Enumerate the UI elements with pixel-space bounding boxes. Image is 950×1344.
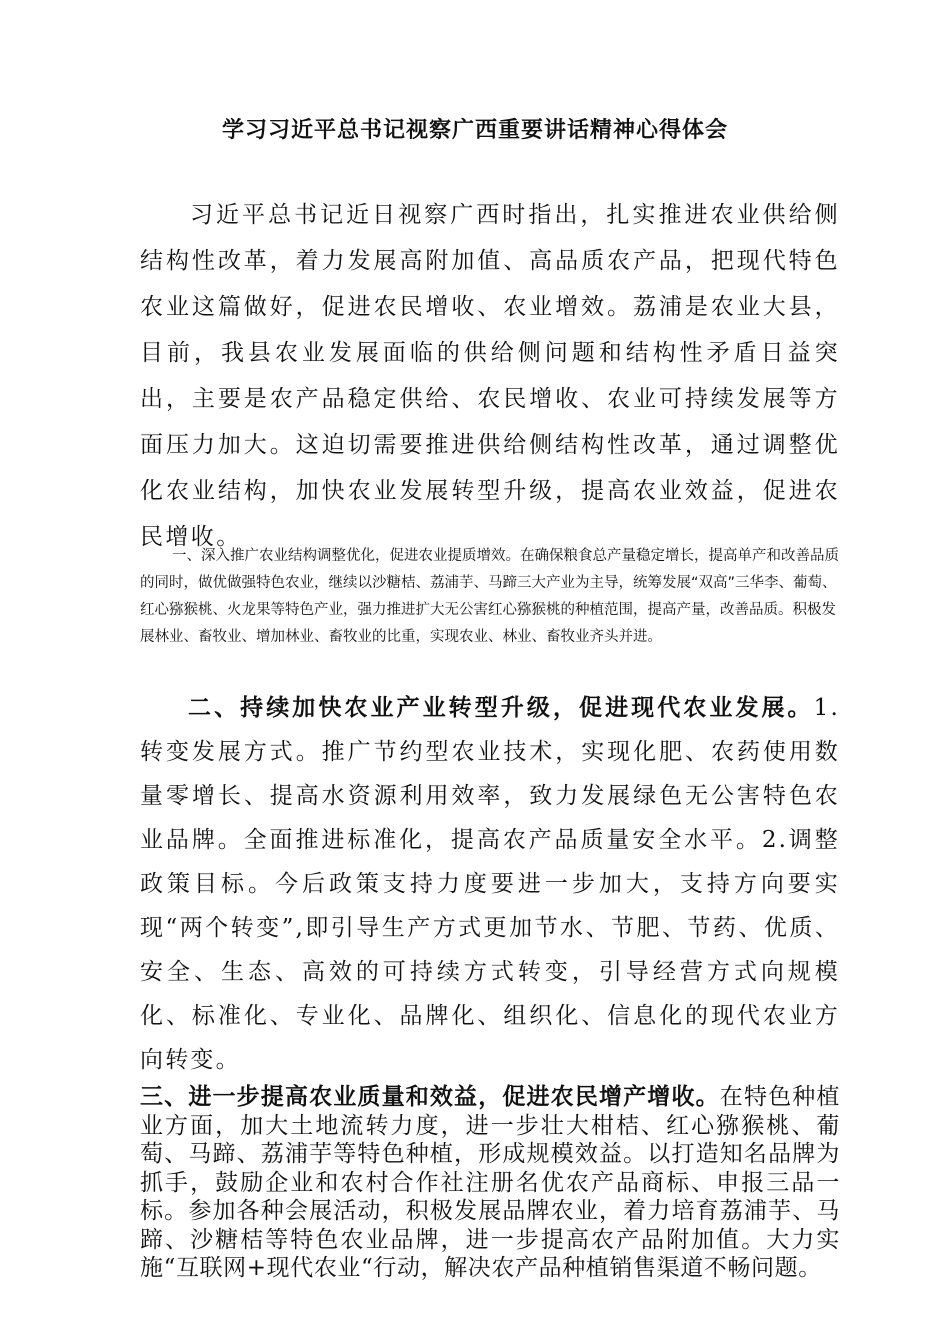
paragraph-intro: 习近平总书记近日视察广西时指出，扎实推进农业供给侧结构性改革，着力发展高附加值、高品质农产品，把现代特色农业这篇做好，促进农民增收、农业增效。荔浦是农业大县，目前，我县农业发展面临的供给侧问题和结构性矛盾日益突出，主要是农产品稳定供给、农民增收、农业可持续发展等方面压力加大。这迫切需要推进供给侧结构性改革，通过调整优化农业结构，加快农业发展转型升级，提高农业效益，促进农民增收。 (140, 202, 840, 550)
section-two-body: 1.转变发展方式。推广节约型农业技术，实现化肥、农药使用数量零增长、提高水资源利用效率，致力发展绿色无公害特色农业品牌。全面推进标准化，提高农产品质量安全水平。2.调整政策目标。今后政策支持力度要进一步加大，支持方向要实现“两个转变”,即引导生产方式更加节水、节肥、节药、优质、安全、生态、高效的可持续方式转变，引导经营方式向规模化、标准化、专业化、品牌化、组织化、信息化的现代农业方向转变。 (140, 695, 840, 1073)
section-three-heading: 三、进一步提高农业质量和效益，促进农民增产增收。 (140, 1083, 720, 1110)
section-three-body: 在特色种植业方面，加大土地流转力度，进一步壮大柑桔、红心猕猴桃、葡萄、马蹄、荔浦芋等特色种植，形成规模效益。以打造知名品牌为抓手，鼓励企业和农村合作社注册名优农产品商标、申报三品一标。参加各种会展活动，积极发展品牌农业，着力培育荔浦芋、马蹄、沙糖桔等特色农业品牌，进一步提高农产品附加值。大力实施“互联网+现代农业“行动，解决农产品种植销售渠道不畅问题。 (140, 1084, 841, 1281)
document-title: 学习习近平总书记视察广西重要讲话精神心得体会 (221, 117, 728, 143)
paragraph-section-two (140, 686, 840, 1082)
section-two-heading: 二、持续加快农业产业转型升级，促进现代农业发展。 (188, 694, 814, 721)
paragraph-section-three (140, 1083, 840, 1283)
paragraph-section-one: 一、深入推广农业结构调整优化，促进农业提质增效。在确保粮食总产量稳定增长，提高单产和改善品质的同时，做优做强特色农业，继续以沙糖桔、荔浦芋、马蹄三大产业为主导，统筹发展“双高”三华李、葡萄、红心猕猴桃、火龙果等特色产业，强力推进扩大无公害红心猕猴桃的种植范围，提高产量，改善品质。积极发展林业、畜牧业、增加林业、畜牧业的比重，实现农业、林业、畜牧业齐头并进。 (140, 548, 839, 645)
